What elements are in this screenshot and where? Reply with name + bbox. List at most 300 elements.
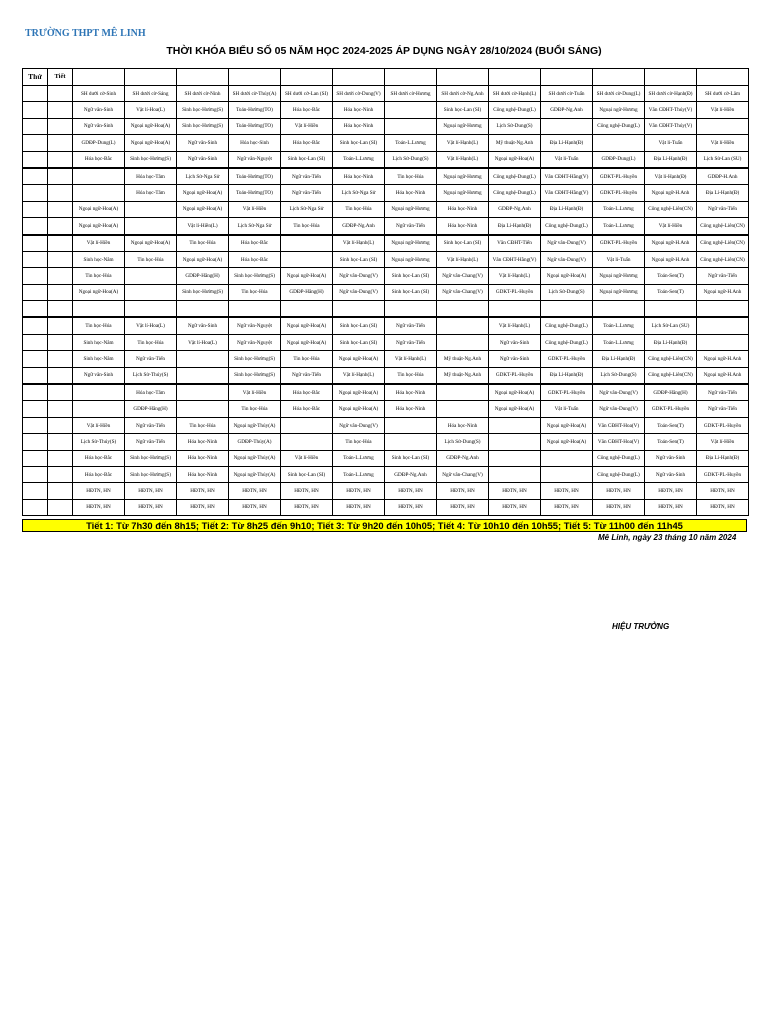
class-cell: Ngoại ngữ-Hoa(A): [541, 417, 593, 433]
class-cell: Ngữ văn-Sinh: [645, 450, 697, 466]
class-cell: Lịch Sử-Nga Sử: [281, 201, 333, 217]
table-row: [23, 151, 749, 168]
day-cell: [23, 384, 48, 401]
class-cell: Mỹ thuật-Ng.Anh: [489, 135, 541, 151]
class-cell: Sinh học-Năm: [73, 334, 125, 350]
class-cell: Ngoại ngữ-Thúy(A): [229, 450, 281, 466]
class-cell: Vật lí-Hiền(L): [177, 218, 229, 235]
class-cell: Hóa học-Ninh: [385, 401, 437, 417]
period-cell: [48, 466, 73, 482]
class-cell: GDKT-PL-Huyền: [645, 401, 697, 417]
class-cell: GDĐP-Ng.Anh: [541, 102, 593, 118]
class-cell: GDKT-PL-Huyền: [697, 466, 749, 482]
day-cell: [23, 235, 48, 252]
period-cell: [48, 384, 73, 401]
class-cell: Ngoại ngữ-Hoa(A): [541, 434, 593, 450]
class-cell: GDĐP-Ng.Anh: [489, 201, 541, 217]
class-cell: Hóa học-Bắc: [281, 135, 333, 151]
class-cell: Ngoại ngữ-Hương: [593, 268, 645, 284]
class-cell: [541, 450, 593, 466]
class-cell: Hóa học-Bắc: [73, 466, 125, 482]
class-cell: Sinh học-Lan (SI): [385, 450, 437, 466]
period-cell: [48, 401, 73, 417]
class-cell: Vật lí-Hạnh(L): [437, 151, 489, 168]
table-row: [23, 86, 749, 102]
class-cell: Lịch Sử-Thúy(S): [73, 434, 125, 450]
day-cell: [23, 301, 48, 318]
class-cell: GDKT-PL-Huyền: [593, 235, 645, 252]
day-cell: [23, 483, 48, 499]
class-cell: Ngữ văn-Dung(V): [333, 417, 385, 433]
class-cell: Lịch Sử-Dung(S): [489, 118, 541, 134]
period-cell: [48, 268, 73, 284]
class-cell: SH dưới cờ-Sinh: [73, 86, 125, 102]
class-cell: Hóa học-Ninh: [437, 417, 489, 433]
class-cell: Ngoại ngữ-Hương: [385, 235, 437, 252]
class-cell: SH dưới cờ-Sáng: [125, 86, 177, 102]
class-cell: Vật lí-Hạnh(Đ): [645, 168, 697, 185]
class-cell: Ngoại ngữ-Hương: [385, 251, 437, 267]
class-cell: Địa Lí-Hạnh(Đ): [593, 351, 645, 367]
class-cell: Hóa học-Tâm: [125, 185, 177, 201]
class-cell: Ngoại ngữ-Hương: [593, 284, 645, 300]
class-cell: GDKT-PL-Huyền: [593, 185, 645, 201]
class-cell: Ngoại ngữ-Hoa(A): [333, 351, 385, 367]
class-cell: [177, 384, 229, 401]
header-cell: [177, 69, 229, 86]
class-cell: [437, 301, 489, 318]
day-cell: [23, 251, 48, 267]
period-cell: [48, 168, 73, 185]
period-cell: [48, 351, 73, 367]
table-row: [23, 434, 749, 450]
period-cell: [48, 235, 73, 252]
table-row: [23, 168, 749, 185]
day-cell: [23, 168, 48, 185]
class-cell: GDKT-PL-Huyền: [593, 168, 645, 185]
day-cell: [23, 466, 48, 482]
class-cell: Hóa học-Ninh: [333, 118, 385, 134]
class-cell: [489, 450, 541, 466]
day-cell: [23, 401, 48, 417]
class-cell: Địa Lí-Hạnh(Đ): [645, 334, 697, 350]
class-cell: HĐTN, HN: [333, 483, 385, 499]
class-cell: [437, 317, 489, 334]
class-cell: Hóa học-Ninh: [177, 450, 229, 466]
class-cell: GDĐP-Hằng(H): [281, 284, 333, 300]
class-cell: Toán-L.Lương: [333, 450, 385, 466]
class-cell: GDĐP-Dung(L): [73, 135, 125, 151]
class-cell: Ngữ văn-Tiến: [697, 201, 749, 217]
class-cell: GDĐP-Hằng(H): [645, 384, 697, 401]
class-cell: Ngữ văn-Dung(V): [333, 284, 385, 300]
class-cell: GDKT-PL-Huyền: [541, 384, 593, 401]
class-cell: Ngoại ngữ-Hoa(A): [489, 384, 541, 401]
class-cell: Lịch Sử-Nga Sử: [229, 218, 281, 235]
class-cell: Ngữ văn-Tiến: [385, 317, 437, 334]
class-cell: Công nghệ-Dung(L): [541, 334, 593, 350]
class-cell: Ngoại ngữ-Hoa(A): [333, 384, 385, 401]
class-cell: Ngoại ngữ-Hoa(A): [541, 268, 593, 284]
class-cell: HĐTN, HN: [593, 483, 645, 499]
class-cell: Ngữ văn-Chang(V): [437, 466, 489, 482]
class-cell: Vật lí-Hiền: [73, 417, 125, 433]
class-cell: Vật lí-Hiền: [281, 450, 333, 466]
class-cell: Hóa học-Sinh: [229, 135, 281, 151]
class-cell: Sinh học-Hường(S): [177, 284, 229, 300]
class-cell: Hóa học-Bắc: [281, 102, 333, 118]
class-cell: Tin học-Hóa: [125, 251, 177, 267]
class-cell: GDKT-PL-Huyền: [489, 367, 541, 384]
class-cell: [385, 417, 437, 433]
class-cell: SH dưới cờ-Hương: [385, 86, 437, 102]
class-cell: Ngữ văn-Nguyệt: [229, 317, 281, 334]
class-cell: GDĐP-Ng.Anh: [437, 450, 489, 466]
class-cell: [73, 384, 125, 401]
class-cell: Sinh học-Hường(S): [229, 351, 281, 367]
class-cell: Ngoại ngữ-Hoa(A): [73, 201, 125, 217]
class-cell: Sinh học-Năm: [73, 351, 125, 367]
class-cell: Văn CĐHT-Tiến: [489, 235, 541, 252]
class-cell: Tin học-Hóa: [333, 201, 385, 217]
class-cell: Tin học-Hóa: [229, 401, 281, 417]
class-cell: Ngoại ngữ-Hoa(A): [177, 201, 229, 217]
header-cell: [229, 69, 281, 86]
class-cell: [125, 201, 177, 217]
table-row: [23, 201, 749, 217]
class-cell: Địa Lí-Hạnh(Đ): [697, 450, 749, 466]
table-row: [23, 185, 749, 201]
class-cell: HĐTN, HN: [73, 483, 125, 499]
class-cell: HĐTN, HN: [177, 499, 229, 515]
class-cell: Văn CĐHT-Hằng(V): [489, 251, 541, 267]
class-cell: SH dưới cờ-Ng.Anh: [437, 86, 489, 102]
class-cell: Văn CĐHT-Thúy(V): [645, 118, 697, 134]
class-cell: Toán-Sen(T): [645, 268, 697, 284]
table-row: [23, 351, 749, 367]
class-cell: Sinh học-Năm: [73, 251, 125, 267]
class-cell: Lịch Sử-Dung(S): [593, 367, 645, 384]
class-cell: Toán-L.Lương: [593, 201, 645, 217]
class-cell: SH dưới cờ-Dung(L): [593, 86, 645, 102]
period-cell: [48, 417, 73, 433]
table-row: [23, 417, 749, 433]
class-cell: Tin học-Hóa: [177, 235, 229, 252]
class-cell: [177, 301, 229, 318]
class-cell: Vật lí-Hạnh(L): [385, 351, 437, 367]
class-cell: Vật lí-Hiền: [229, 201, 281, 217]
class-cell: Ngữ văn-Chang(V): [437, 268, 489, 284]
period-cell: [48, 483, 73, 499]
class-cell: GDĐP-Hằng(H): [125, 401, 177, 417]
class-cell: Sinh học-Hường(S): [125, 466, 177, 482]
class-cell: Vật lí-Tuấn: [541, 401, 593, 417]
class-cell: Ngoại ngữ-Hoa(A): [177, 185, 229, 201]
period-cell: [48, 86, 73, 102]
table-row: [23, 317, 749, 334]
class-cell: Lịch Sử-Nga Sử: [177, 168, 229, 185]
class-cell: Ngữ văn-Sinh: [645, 466, 697, 482]
class-cell: Ngoại ngữ-H.Anh: [645, 251, 697, 267]
class-cell: Ngữ văn-Dung(V): [541, 235, 593, 252]
class-cell: [489, 466, 541, 482]
class-cell: [489, 417, 541, 433]
class-cell: Ngoại ngữ-Thúy(A): [229, 466, 281, 482]
class-cell: HĐTN, HN: [125, 483, 177, 499]
class-cell: HĐTN, HN: [593, 499, 645, 515]
class-cell: Toán-Sen(T): [645, 434, 697, 450]
class-cell: Ngữ văn-Dung(V): [593, 401, 645, 417]
class-cell: HĐTN, HN: [489, 483, 541, 499]
day-cell: [23, 334, 48, 350]
day-cell: [23, 201, 48, 217]
class-cell: HĐTN, HN: [437, 483, 489, 499]
period-cell: [48, 301, 73, 318]
class-cell: [125, 301, 177, 318]
class-cell: Ngoại ngữ-Hoa(A): [281, 317, 333, 334]
class-cell: Vật lí-Hoa(L): [125, 102, 177, 118]
class-cell: [73, 185, 125, 201]
class-cell: Toán-L.Lương: [333, 151, 385, 168]
table-row: [23, 284, 749, 300]
class-cell: Vật lí-Hiền: [229, 384, 281, 401]
class-cell: Công nghệ-Dung(L): [541, 218, 593, 235]
class-cell: Ngữ văn-Nguyệt: [229, 151, 281, 168]
class-cell: Sinh học-Hường(S): [125, 450, 177, 466]
class-cell: Sinh học-Hường(S): [229, 367, 281, 384]
class-cell: [437, 401, 489, 417]
class-cell: GDĐP-Ng.Anh: [385, 466, 437, 482]
class-cell: Công nghệ-Dung(L): [489, 185, 541, 201]
class-cell: Ngoại ngữ-Hoa(A): [177, 251, 229, 267]
class-cell: HĐTN, HN: [697, 499, 749, 515]
class-cell: GDĐP-H.Anh: [697, 168, 749, 185]
class-cell: Tin học-Hóa: [73, 317, 125, 334]
class-cell: Ngoại ngữ-H.Anh: [697, 284, 749, 300]
period-cell: [48, 367, 73, 384]
class-cell: Hóa học-Ninh: [385, 384, 437, 401]
class-cell: Sinh học-Lan (SI): [385, 284, 437, 300]
class-cell: Vật lí-Tuấn: [541, 151, 593, 168]
table-row: [23, 268, 749, 284]
day-cell: [23, 351, 48, 367]
table-row: [23, 384, 749, 401]
class-cell: Ngữ văn-Dung(V): [541, 251, 593, 267]
period-times-footer: Tiết 1: Từ 7h30 đến 8h15; Tiết 2: Từ 8h25 đến 9h10; Tiết 3: Từ 9h20 đến 10h05; Tiết 4: Từ 10h10 đến 10h55; Tiết 5: Từ 11h00 đến 11h45: [22, 519, 747, 532]
class-cell: [697, 301, 749, 318]
class-cell: SH dưới cờ-Thúy(A): [229, 86, 281, 102]
class-cell: Ngữ văn-Sinh: [489, 351, 541, 367]
class-cell: Ngữ văn-Sinh: [177, 317, 229, 334]
day-cell: [23, 450, 48, 466]
table-row: [23, 450, 749, 466]
class-cell: Toán-L.Lương: [333, 466, 385, 482]
class-cell: [73, 401, 125, 417]
class-cell: GDKT-PL-Huyền: [697, 417, 749, 433]
class-cell: Hóa học-Ninh: [437, 201, 489, 217]
class-cell: Ngữ văn-Sinh: [177, 151, 229, 168]
class-cell: Tin học-Hóa: [229, 284, 281, 300]
table-row: [23, 251, 749, 267]
timetable-body: [23, 86, 749, 516]
table-row: [23, 118, 749, 134]
class-cell: Vật lí-Tuấn: [645, 135, 697, 151]
day-cell: [23, 118, 48, 134]
header-cell: [281, 69, 333, 86]
class-cell: Vật lí-Hoa(L): [125, 317, 177, 334]
class-cell: [125, 218, 177, 235]
class-cell: Ngữ văn-Tiến: [697, 268, 749, 284]
period-cell: [48, 317, 73, 334]
header-cell: [333, 69, 385, 86]
header-cell: [73, 69, 125, 86]
class-cell: Lịch Sử-Lan (SU): [645, 317, 697, 334]
class-cell: Tin học-Hóa: [385, 367, 437, 384]
class-cell: Vật lí-Hoa(L): [177, 334, 229, 350]
day-cell: [23, 151, 48, 168]
class-cell: Địa Lí-Hạnh(Đ): [489, 218, 541, 235]
class-cell: Địa Lí-Hạnh(Đ): [697, 185, 749, 201]
class-cell: [281, 251, 333, 267]
class-cell: Công nghệ-Liên(CN): [697, 235, 749, 252]
class-cell: [385, 434, 437, 450]
class-cell: [177, 367, 229, 384]
class-cell: Sinh học-Hường(S): [177, 118, 229, 134]
table-row: [23, 235, 749, 252]
class-cell: Vật lí-Hạnh(L): [437, 251, 489, 267]
period-cell: [48, 151, 73, 168]
class-cell: Công nghệ-Liên(CN): [697, 251, 749, 267]
class-cell: Hóa học-Ninh: [437, 218, 489, 235]
class-cell: HĐTN, HN: [281, 499, 333, 515]
day-cell: [23, 434, 48, 450]
class-cell: Vật lí-Hiền: [73, 235, 125, 252]
class-cell: Ngoại ngữ-Hoa(A): [333, 401, 385, 417]
class-cell: Tin học-Hóa: [125, 334, 177, 350]
class-cell: Hóa học-Bắc: [73, 450, 125, 466]
class-cell: Hóa học-Tâm: [125, 168, 177, 185]
class-cell: Hóa học-Bắc: [73, 151, 125, 168]
table-row: [23, 367, 749, 384]
table-row: [23, 218, 749, 235]
table-row: [23, 401, 749, 417]
header-cell: [645, 69, 697, 86]
period-cell: [48, 251, 73, 267]
class-cell: Mỹ thuật-Ng.Anh: [437, 351, 489, 367]
class-cell: Văn CĐHT-Hằng(V): [541, 185, 593, 201]
class-cell: Vật lí-Hạnh(L): [489, 268, 541, 284]
day-cell: [23, 499, 48, 515]
day-cell: [23, 86, 48, 102]
class-cell: [697, 118, 749, 134]
table-row: [23, 135, 749, 151]
table-row: [23, 301, 749, 318]
class-cell: Tin học-Hóa: [281, 218, 333, 235]
period-cell: [48, 334, 73, 350]
class-cell: Hóa học-Ninh: [385, 185, 437, 201]
timetable: [22, 68, 749, 516]
class-cell: Ngữ văn-Sinh: [73, 118, 125, 134]
class-cell: Công nghệ-Dung(L): [593, 466, 645, 482]
header-cell: [489, 69, 541, 86]
class-cell: Sinh học-Lan (SI): [333, 251, 385, 267]
class-cell: Văn CĐHT-Hoa(V): [593, 417, 645, 433]
class-cell: Ngoại ngữ-Hoa(A): [125, 135, 177, 151]
class-cell: Văn CĐHT-Thúy(V): [645, 102, 697, 118]
class-cell: Sinh học-Hường(S): [229, 268, 281, 284]
class-cell: HĐTN, HN: [437, 499, 489, 515]
class-cell: HĐTN, HN: [229, 499, 281, 515]
class-cell: Toán-Sen(T): [645, 417, 697, 433]
class-cell: Toán-L.Lương: [385, 135, 437, 151]
class-cell: SH dưới cờ-Dung(V): [333, 86, 385, 102]
period-cell: [48, 218, 73, 235]
table-row: [23, 483, 749, 499]
class-cell: Vật lí-Hạnh(L): [437, 135, 489, 151]
class-cell: Công nghệ-Liên(CN): [645, 367, 697, 384]
class-cell: Công nghệ-Liên(CN): [697, 218, 749, 235]
class-cell: SH dưới cờ-Ninh: [177, 86, 229, 102]
class-cell: Vật lí-Hạnh(L): [333, 367, 385, 384]
class-cell: Ngoại ngữ-Hoa(A): [125, 235, 177, 252]
header-cell: [125, 69, 177, 86]
class-cell: Ngoại ngữ-H.Anh: [697, 367, 749, 384]
class-cell: HĐTN, HN: [645, 483, 697, 499]
class-cell: Lịch Sử-Nga Sử: [333, 185, 385, 201]
period-cell: [48, 185, 73, 201]
class-cell: GDĐP-Hằng(H): [177, 268, 229, 284]
class-cell: Ngoại ngữ-Hoa(A): [281, 334, 333, 350]
class-cell: Hóa học-Ninh: [177, 466, 229, 482]
school-name: TRƯỜNG THPT MÊ LINH: [25, 28, 146, 39]
class-cell: [489, 434, 541, 450]
period-cell: [48, 499, 73, 515]
class-cell: Lịch Sử-Dung(S): [437, 434, 489, 450]
class-cell: GDKT-PL-Huyền: [489, 284, 541, 300]
class-cell: [281, 301, 333, 318]
class-cell: Công nghệ-Dung(L): [593, 450, 645, 466]
class-cell: GDĐP-Dung(L): [593, 151, 645, 168]
class-cell: Toán-Hường(TO): [229, 185, 281, 201]
day-cell: [23, 135, 48, 151]
class-cell: Ngữ văn-Sinh: [489, 334, 541, 350]
class-cell: SH dưới cờ-Hạnh(Đ): [645, 86, 697, 102]
class-cell: Ngữ văn-Tiến: [125, 417, 177, 433]
period-cell: [48, 450, 73, 466]
page-title: THỜI KHÓA BIỂU SỐ 05 NĂM HỌC 2024-2025 ÁP DỤNG NGÀY 28/10/2024 (BUỔI SÁNG): [166, 45, 602, 57]
class-cell: HĐTN, HN: [229, 483, 281, 499]
class-cell: Toán-Hường(TO): [229, 168, 281, 185]
class-cell: [281, 434, 333, 450]
class-cell: [489, 301, 541, 318]
class-cell: Sinh học-Lan (SI): [333, 334, 385, 350]
class-cell: Ngữ văn-Sinh: [177, 135, 229, 151]
class-cell: HĐTN, HN: [385, 499, 437, 515]
class-cell: Vật lí-Tuấn: [593, 251, 645, 267]
class-cell: Ngữ văn-Chang(V): [437, 284, 489, 300]
class-cell: Toán-L.Lương: [593, 334, 645, 350]
header-thu: Thứ: [23, 69, 48, 86]
class-cell: Hóa học-Ninh: [177, 434, 229, 450]
class-cell: Ngoại ngữ-H.Anh: [645, 185, 697, 201]
class-cell: Văn CĐHT-Hằng(V): [541, 168, 593, 185]
period-cell: [48, 135, 73, 151]
class-cell: [697, 334, 749, 350]
class-cell: Ngữ văn-Tiến: [281, 185, 333, 201]
class-cell: [177, 351, 229, 367]
class-cell: [73, 301, 125, 318]
table-row: [23, 334, 749, 350]
